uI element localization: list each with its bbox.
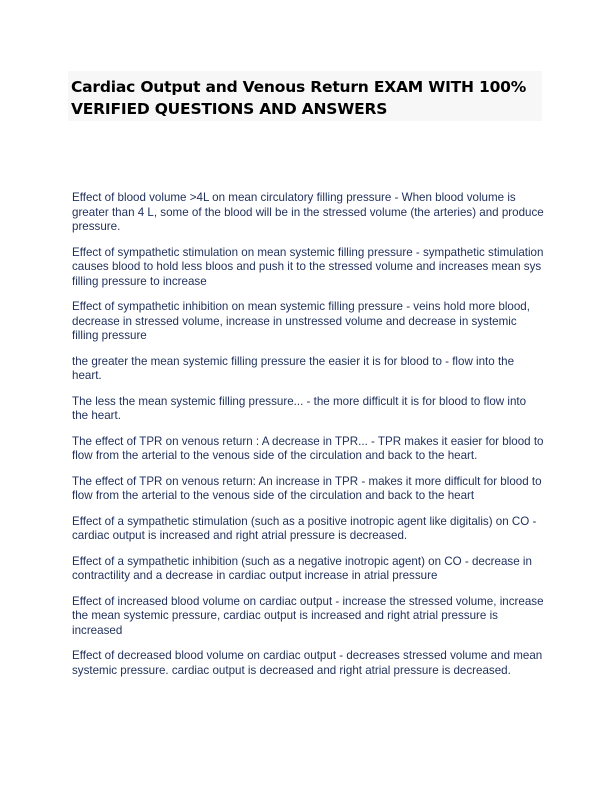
qa-entry: The effect of TPR on venous return : A decrease in TPR... - TPR makes it easier for blood to flow from the arterial to the venous side of the circulation and back to the heart. bbox=[72, 434, 544, 462]
document-body bbox=[72, 191, 544, 689]
qa-entry: Effect of a sympathetic stimulation (such as a positive inotropic agent like digitalis) on CO - cardiac output is increased and right atrial pressure is decreased. bbox=[72, 514, 537, 542]
qa-entry: The less the mean systemic filling pressure... - the more difficult it is for blood to flow into the heart. bbox=[72, 394, 527, 422]
qa-entry: the greater the mean systemic filling pressure the easier it is for blood to - flow into the heart. bbox=[72, 354, 515, 382]
qa-entry: Effect of a sympathetic inhibition (such as a negative inotropic agent) on CO - decrease in contractility and a decrease in cardiac output increase in atrial pressure bbox=[72, 554, 532, 582]
document-title: Cardiac Output and Venous Return EXAM WITH 100% VERIFIED QUESTIONS AND ANSWERS bbox=[71, 78, 527, 118]
qa-entry: Effect of increased blood volume on cardiac output - increase the stressed volume, increase the mean systemic pressure, cardiac output is increased and right atrial pressure is increased bbox=[72, 594, 544, 637]
qa-entry: Effect of blood volume >4L on mean circulatory filling pressure - When blood volume is greater than 4 L, some of the blood will be in the stressed volume (the arteries) and produce pressure. bbox=[72, 191, 544, 233]
qa-entry: Effect of decreased blood volume on cardiac output - decreases stressed volume and mean systemic pressure. cardiac output is decreased and right atrial pressure is decreased. bbox=[72, 649, 543, 677]
qa-entry: The effect of TPR on venous return: An increase in TPR - makes it more difficult for blood to flow from the arterial to the venous side of the circulation and back to the heart bbox=[72, 474, 542, 502]
qa-entry: Effect of sympathetic inhibition on mean systemic filling pressure - veins hold more blood, decrease in stressed volume, increase in unstressed volume and decrease in systemic filling pressure bbox=[72, 300, 530, 342]
qa-entry: Effect of sympathetic stimulation on mean systemic filling pressure - sympathetic stimulation causes blood to hold less bloos and push it to the stressed volume and increases mean sys filling pressure to increase bbox=[72, 245, 544, 288]
